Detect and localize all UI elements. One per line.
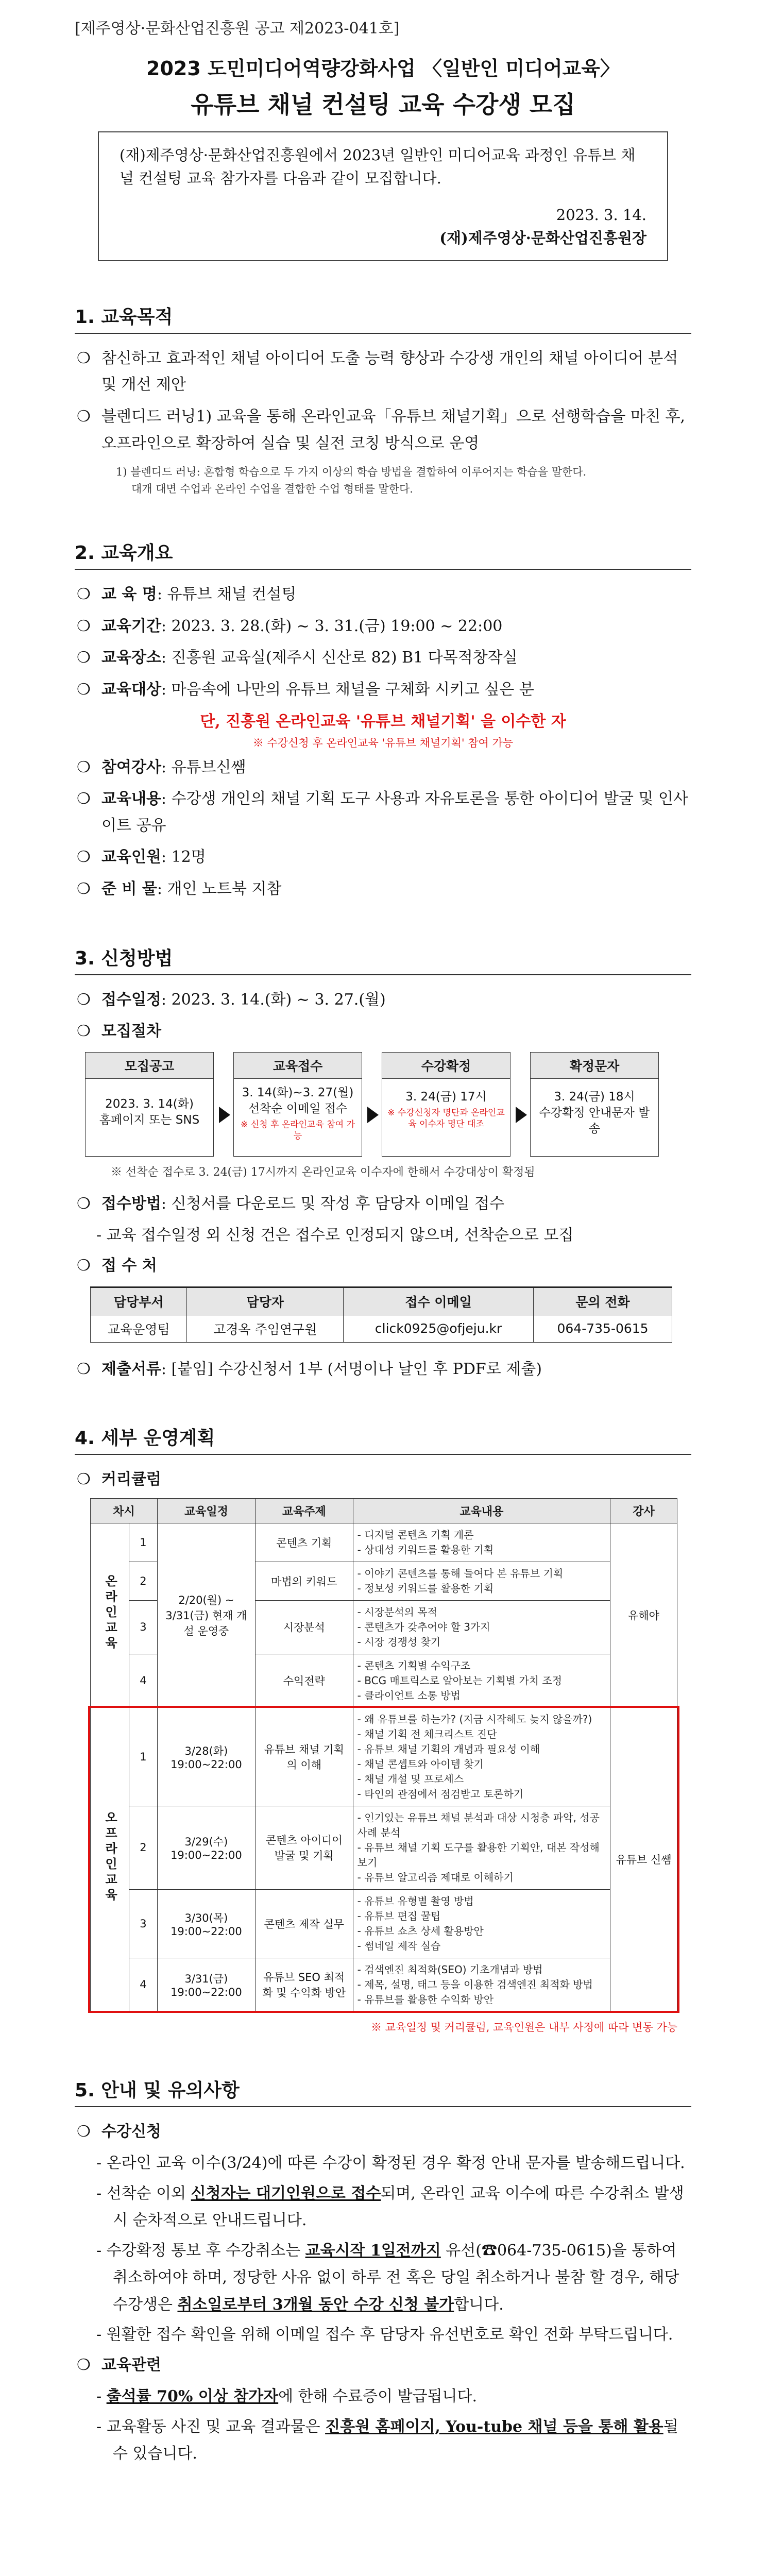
session-no: 2 (129, 1562, 157, 1600)
edu-text-2c: 될 수 있습니다. (113, 2417, 678, 2463)
purpose-item-1 (75, 345, 691, 398)
overview-value: 12명 (171, 848, 206, 867)
contact-header-row (91, 1287, 672, 1315)
content-text: 유튜브 채널 기획의 개념과 필요성 이해 (364, 1742, 540, 1755)
arrow-right-icon (510, 1076, 530, 1153)
overview-label: 참여강사 (101, 758, 161, 776)
apply-label: 수강신청 (101, 2122, 161, 2141)
dash-mark: - (357, 1978, 361, 1991)
intro-org: (재)제주영상·문화산업진흥원장 (439, 229, 646, 247)
content-line (358, 1840, 606, 1870)
circle-bullet-icon: ❍ (77, 617, 91, 635)
content-line (358, 1543, 606, 1557)
process-flow (75, 1052, 691, 1157)
dash-mark: - (357, 1772, 361, 1785)
apply-dash-3 (86, 2238, 691, 2319)
content-text: 유튜브 알고리즘 제대로 이해하기 (364, 1871, 514, 1884)
contact-department: 교육운영팀 (91, 1315, 187, 1342)
footnote (75, 464, 691, 497)
offline-instructor: 유튜브 신쌤 (610, 1707, 677, 2011)
dash-mark: - (357, 1811, 361, 1824)
dash-mark: - (357, 1757, 361, 1770)
content-text: 검색엔진 최적화(SEO) 기초개념과 방법 (364, 1963, 543, 1976)
content-line (358, 1909, 606, 1924)
topic-cell: 콘텐츠 아이디어 발굴 및 기획 (255, 1806, 353, 1889)
method-dash-item (86, 1222, 691, 1249)
topic-cell: 마법의 키워드 (255, 1562, 353, 1600)
dash-mark: - (96, 2387, 102, 2406)
apply-item (75, 2119, 691, 2145)
overview-list (75, 581, 691, 703)
dash-mark: - (357, 1659, 361, 1672)
overview-value: 개인 노트북 지참 (167, 879, 282, 898)
apply-dash-1 (86, 2150, 691, 2177)
curriculum-header-cell: 교육주제 (255, 1498, 353, 1523)
curriculum-label: 커리큘럼 (101, 1470, 161, 1489)
overview-label: 교육대상 (101, 681, 161, 699)
content-line (358, 1992, 606, 2007)
circle-bullet-icon: ❍ (77, 990, 91, 1009)
apply-text-1: 온라인 교육 이수(3/24)에 따른 수강이 확정된 경우 확정 안내 문자를 발송해드립니다. (106, 2154, 685, 2173)
title-line-1: 2023 도민미디어역량강화사업 〈일반인 미디어교육〉 (146, 57, 620, 80)
flow-step-note: ※ 수강신청자 명단과 온라인교육 이수자 명단 대조 (387, 1107, 505, 1129)
overview-item: ❍ 교육기간: 2023. 3. 28.(화) ~ 3. 31.(금) 19:00 ~ 22:00 (75, 613, 691, 640)
circle-bullet-icon: ❍ (77, 2122, 91, 2141)
edu-label: 교육관련 (101, 2355, 161, 2374)
apply-dash-4 (86, 2321, 691, 2349)
flow-step-head: 확정문자 (531, 1053, 658, 1079)
content-line (358, 1742, 606, 1757)
overview-value: 2023. 3. 28.(화) ~ 3. 31.(금) 19:00 ~ 22:00 (171, 617, 503, 635)
content-text: BCG 매트릭스로 알아보는 기획별 가치 조정 (364, 1674, 562, 1687)
overview-value: 마음속에 나만의 유튜브 채널을 구체화 시키고 싶은 분 (171, 681, 534, 699)
page-title: 유튜브 채널 컨설팅 교육 수강생 모집 (191, 91, 575, 118)
session-date: 3/29(수) 19:00~22:00 (157, 1806, 255, 1889)
curriculum-table (90, 1498, 677, 2012)
overview-list-2 (75, 754, 691, 903)
circle-bullet-icon: ❍ (77, 790, 91, 808)
content-text: 타인의 관점에서 점검받고 토론하기 (364, 1787, 524, 1800)
contact-header-cell: 문의 전화 (534, 1287, 672, 1315)
content-text: 인기있는 유튜브 채널 분석과 대상 시청층 파악, 성공사례 분석 (357, 1811, 600, 1839)
overview-label: 교육기간 (101, 617, 161, 635)
section-4-title: 4. 세부 운영계획 (75, 1423, 691, 1455)
content-line (358, 1688, 606, 1703)
curriculum-header-cell: 차시 (91, 1498, 158, 1523)
content-line (358, 1870, 606, 1885)
session-no: 4 (129, 1958, 157, 2011)
flow-step-head: 수강확정 (382, 1053, 510, 1079)
section-5-title: 5. 안내 및 유의사항 (75, 2076, 691, 2107)
method-label: 접수방법 (101, 1194, 161, 1213)
contact-header-cell: 담당부서 (91, 1287, 187, 1315)
session-date: 3/28(화) 19:00~22:00 (157, 1707, 255, 1806)
purpose-text-1: 참신하고 효과적인 채널 아이디어 도출 능력 향상과 수강생 개인의 채널 아이디어 분석 및 개선 제안 (101, 349, 678, 394)
content-text: 시장분석의 목적 (364, 1605, 437, 1618)
circle-bullet-icon: ❍ (77, 1022, 91, 1041)
edu-text-2a: 교육활동 사진 및 교육 결과물은 (106, 2417, 326, 2436)
period-label: 접수일정 (101, 990, 161, 1009)
circle-bullet-icon: ❍ (77, 681, 91, 699)
curriculum-header-cell: 교육일정 (157, 1498, 255, 1523)
topic-cell: 콘텐츠 제작 실무 (255, 1889, 353, 1958)
online-category-label: 온라인교육 (103, 1574, 117, 1652)
content-cell (353, 1958, 610, 2011)
circle-bullet-icon: ❍ (77, 407, 91, 426)
edu-text-1b: 에 한해 수료증이 발급됩니다. (278, 2387, 478, 2406)
dash-mark: - (357, 1742, 361, 1755)
dash-mark: - (357, 1567, 361, 1580)
content-text: 디지털 콘텐츠 기획 개론 (364, 1528, 474, 1541)
dash-mark: - (357, 1605, 361, 1618)
content-text: 유튜브 채널 기획 도구를 활용한 기획안, 대본 작성해보기 (357, 1841, 600, 1869)
flow-step-2 (233, 1052, 362, 1157)
dash-mark: - (357, 1924, 361, 1937)
flow-step-body (382, 1079, 510, 1156)
dash-mark: - (96, 2184, 102, 2202)
content-line (358, 1787, 606, 1802)
content-line (358, 1977, 606, 1992)
apply-text-3e: 합니다. (454, 2295, 504, 2314)
content-text: 유튜브 유형별 촬영 방법 (364, 1894, 474, 1907)
arrow-right-icon (214, 1076, 233, 1153)
dash-mark: - (96, 2241, 102, 2260)
apply-text-3c: 유선(☎064-735-0615)을 통하여 취소하여야 하며, 정당한 사유 없이 하루 전 혹은 당일 취소하거나 불참 할 경우, 해당 수강생은 (113, 2241, 679, 2314)
dash-mark: - (357, 1939, 361, 1952)
content-line (358, 1772, 606, 1787)
topic-cell: 시장분석 (255, 1600, 353, 1654)
session-no: 1 (129, 1707, 157, 1806)
content-text: 채널 기획 전 체크리스트 진단 (364, 1727, 497, 1740)
apply-text-2c: 되며, 온라인 교육 이수에 따른 수강취소 발생 시 순차적으로 안내드립니다. (113, 2184, 684, 2230)
curriculum-note: ※ 교육일정 및 커리큘럼, 교육인원은 내부 사정에 따라 변동 가능 (371, 2021, 677, 2033)
contact-table (90, 1286, 672, 1343)
edu-dash-1 (86, 2383, 691, 2411)
topic-cell: 수익전략 (255, 1654, 353, 1707)
flow-step-body (86, 1079, 213, 1156)
content-text: 콘텐츠 기획별 수익구조 (364, 1659, 471, 1672)
overview-value: 유튜브 채널 컨설팅 (167, 585, 297, 604)
content-text: 썸네일 제작 실습 (364, 1939, 441, 1952)
session-no: 3 (129, 1889, 157, 1958)
session-no: 2 (129, 1806, 157, 1889)
content-line (358, 1727, 606, 1742)
dash-mark: - (357, 1582, 361, 1595)
flow-step-3 (382, 1052, 510, 1157)
edu-item (75, 2352, 691, 2379)
apply-text-2b: 신청자는 대기인원으로 접수 (191, 2184, 381, 2202)
target-condition (75, 708, 691, 750)
content-cell (353, 1654, 610, 1707)
dash-mark: - (96, 2417, 102, 2436)
overview-item: ❍ 교육장소: 진흥원 교육실(제주시 신산로 82) B1 다목적창작실 (75, 645, 691, 671)
content-line (358, 1712, 606, 1727)
apply-text-4: 원활한 접수 확인을 위해 이메일 접수 후 담당자 유선번호로 확인 전화 부탁드립니다. (106, 2326, 673, 2344)
contact-header-cell: 접수 이메일 (344, 1287, 534, 1315)
dash-mark: - (357, 1674, 361, 1687)
method-value: 신청서를 다운로드 및 작성 후 담당자 이메일 접수 (171, 1194, 504, 1213)
content-text: 이야기 콘텐츠를 통해 들여다 본 유튜브 기획 (364, 1567, 564, 1580)
content-text: 클라이언트 소통 방법 (364, 1689, 461, 1702)
flow-step-body (531, 1079, 658, 1156)
edu-text-1a: 출석률 70% 이상 참가자 (106, 2387, 279, 2406)
content-cell (353, 1707, 610, 1806)
content-line (358, 1528, 606, 1543)
dash-mark: - (357, 1787, 361, 1800)
method-dash-text: 교육 접수일정 외 신청 건은 접수로 인정되지 않으며, 선착순으로 모집 (106, 1226, 574, 1245)
content-cell (353, 1806, 610, 1889)
session-date: 3/31(금) 19:00~22:00 (157, 1958, 255, 2011)
apply-dash-2 (86, 2180, 691, 2234)
circle-bullet-icon: ❍ (77, 848, 91, 867)
content-cell (353, 1523, 610, 1562)
content-line (358, 1581, 606, 1596)
dash-mark: - (357, 1963, 361, 1976)
content-line (358, 1924, 606, 1939)
session-no: 1 (129, 1523, 157, 1562)
topic-cell: 콘텐츠 기획 (255, 1523, 353, 1562)
contact-row (91, 1315, 672, 1342)
docs-label: 제출서류 (101, 1360, 161, 1378)
overview-item: ❍ 교육인원: 12명 (75, 844, 691, 871)
content-text: 왜 유튜브를 하는가? (지금 시작해도 늦지 않을까?) (364, 1713, 592, 1725)
docs-item: ❍ 제출서류: [붙임] 수강신청서 1부 (서명이나 날인 후 PDF로 제출) (75, 1356, 691, 1383)
content-text: 제목, 설명, 태그 등을 이용한 검색엔진 최적화 방법 (364, 1978, 593, 1991)
contact-label: 접 수 처 (101, 1256, 157, 1275)
flow-step-head: 모집공고 (86, 1053, 213, 1079)
notice-number: [제주영상·문화산업진흥원 공고 제2023-041호] (75, 20, 400, 38)
edu-text-2b: 진흥원 홈페이지, You-tube 채널 등을 통해 활용 (325, 2417, 663, 2436)
dash-mark: - (96, 2326, 102, 2344)
content-line (358, 1566, 606, 1581)
session-no: 3 (129, 1600, 157, 1654)
dash-mark: - (357, 1727, 361, 1740)
content-line (358, 1673, 606, 1688)
session-date: 3/30(목) 19:00~22:00 (157, 1889, 255, 1958)
circle-bullet-icon: ❍ (77, 1360, 91, 1378)
overview-label: 교육내용 (101, 790, 161, 808)
arrow-right-icon (362, 1076, 382, 1153)
dash-mark: - (357, 1993, 361, 2006)
content-line (358, 1939, 606, 1954)
content-line (358, 1757, 606, 1772)
apply-text-2a: 선착순 이외 (106, 2184, 191, 2202)
intro-text: (재)제주영상·문화산업진흥원에서 2023년 일반인 미디어교육 과정인 유튜브 채널 컨설팅 교육 참가자를 다음과 같이 모집합니다. (120, 146, 636, 187)
purpose-text-2: 블렌디드 러닝1) 교육을 통해 온라인교육「유튜브 채널기획」으로 선행학습을 마친 후, 오프라인으로 확장하여 실습 및 실전 코칭 방식으로 운영 (101, 407, 685, 452)
flow-step-body (234, 1079, 362, 1156)
dash-mark: - (357, 1894, 361, 1907)
dash-mark: - (357, 1543, 361, 1556)
section-1-title: 1. 교육목적 (75, 302, 691, 334)
content-line (358, 1894, 606, 1909)
overview-value: 진흥원 교육실(제주시 신산로 82) B1 다목적창작실 (171, 649, 518, 667)
flow-step-date: 3. 14(화)~3. 27(월) (242, 1086, 354, 1099)
content-line (358, 1658, 606, 1673)
dash-mark: - (357, 1620, 361, 1633)
period-value: 2023. 3. 14.(화) ~ 3. 27.(월) (171, 990, 386, 1009)
overview-item: ❍ 교 육 명: 유튜브 채널 컨설팅 (75, 581, 691, 608)
content-cell (353, 1562, 610, 1600)
session-no: 4 (129, 1654, 157, 1707)
overview-label: 교 육 명 (101, 585, 157, 604)
footnote-line-2: 대개 대면 수업과 온라인 수업을 결합한 수업 형태를 말한다. (131, 482, 413, 495)
online-category (91, 1523, 129, 1707)
content-text: 유튜브 쇼츠 상세 활용방안 (364, 1924, 484, 1937)
flow-step-4 (530, 1052, 659, 1157)
contact-header-cell: 담당자 (187, 1287, 344, 1315)
curriculum-header-cell: 교육내용 (353, 1498, 610, 1523)
content-text: 정보성 키워드를 활용한 기획 (364, 1582, 494, 1595)
flow-step-date: 2023. 3. 14(화) (105, 1097, 194, 1111)
section-2-title: 2. 교육개요 (75, 538, 691, 570)
content-line (358, 1810, 606, 1840)
overview-item: ❍ 교육내용: 수강생 개인의 채널 기획 도구 사용과 자유토론을 통한 아이디어 발굴 및 인사이트 공유 (75, 786, 691, 839)
footnote-line-1: 1) 블렌디드 러닝: 혼합형 학습으로 두 가지 이상의 학습 방법을 결합하여 이루어지는 학습을 말한다. (116, 466, 587, 479)
dash-mark: - (96, 2154, 102, 2173)
curriculum-row (91, 1889, 677, 1958)
contact-email[interactable]: click0925@ofjeju.kr (344, 1315, 534, 1342)
curriculum-row (91, 1707, 677, 1806)
content-text: 채널 콘셉트와 아이템 찾기 (364, 1757, 484, 1770)
dash-mark: - (357, 1635, 361, 1648)
apply-text-3a: 수강확정 통보 후 수강취소는 (106, 2241, 305, 2260)
dash-mark: - (357, 1841, 361, 1854)
contact-person: 고경옥 주임연구원 (187, 1315, 344, 1342)
content-text: 시장 경쟁성 찾기 (364, 1635, 441, 1648)
circle-bullet-icon: ❍ (77, 879, 91, 898)
content-cell (353, 1889, 610, 1958)
process-label: 모집절차 (101, 1022, 161, 1041)
flow-step-desc: 홈페이지 또는 SNS (99, 1113, 200, 1127)
contact-item (75, 1252, 691, 1279)
content-text: 콘텐츠가 갖추어야 할 3가지 (364, 1620, 490, 1633)
overview-item: ❍ 참여강사: 유튜브신쌤 (75, 754, 691, 781)
contact-phone: 064-735-0615 (534, 1315, 672, 1342)
content-cell (353, 1600, 610, 1654)
curriculum-header-row (91, 1498, 677, 1523)
offline-category-label: 오프라인교육 (103, 1811, 117, 1904)
flow-step-desc: 수강확정 안내문자 발송 (539, 1106, 650, 1136)
content-text: 상대성 키워드를 활용한 기획 (364, 1543, 494, 1556)
docs-value: [붙임] 수강신청서 1부 (서명이나 날인 후 PDF로 제출) (171, 1360, 542, 1378)
content-text: 유튜브를 활용한 수익화 방안 (364, 1993, 494, 2006)
flow-step-note: ※ 신청 후 온라인교육 참여 가능 (241, 1119, 355, 1141)
intro-box (98, 131, 668, 261)
dash-mark: - (96, 1226, 102, 1245)
content-line (358, 1962, 606, 1977)
target-condition-red: 단, 진흥원 온라인교육 '유튜브 채널기획' 을 이수한 자 (200, 712, 566, 731)
curriculum-row (91, 1958, 677, 2011)
circle-bullet-icon: ❍ (77, 1194, 91, 1213)
circle-bullet-icon: ❍ (77, 1256, 91, 1275)
method-item: ❍ 접수방법: 신청서를 다운로드 및 작성 후 담당자 이메일 접수 (75, 1191, 691, 1217)
overview-item: ❍ 교육대상: 마음속에 나만의 유튜브 채널을 구체화 시키고 싶은 분 (75, 676, 691, 703)
dash-mark: - (357, 1689, 361, 1702)
topic-cell: 유튜브 SEO 최적화 및 수익화 방안 (255, 1958, 353, 2011)
circle-bullet-icon: ❍ (77, 585, 91, 604)
curriculum-item (75, 1466, 691, 1493)
curriculum-row (91, 1806, 677, 1889)
content-text: 유튜브 편집 꿀팁 (364, 1909, 441, 1922)
edu-dash-2 (86, 2414, 691, 2468)
overview-item: ❍ 준 비 물: 개인 노트북 지참 (75, 876, 691, 903)
section-3-title: 3. 신청방법 (75, 944, 691, 975)
dash-mark: - (357, 1528, 361, 1541)
topic-cell: 유튜브 채널 기획의 이해 (255, 1707, 353, 1806)
curriculum-row (91, 1523, 677, 1562)
overview-label: 교육인원 (101, 848, 161, 867)
online-instructor: 유해야 (610, 1523, 677, 1707)
dash-mark: - (357, 1713, 361, 1725)
online-schedule: 2/20(월) ~ 3/31(금) 현재 개설 운영중 (157, 1523, 255, 1707)
dash-mark: - (357, 1909, 361, 1922)
content-text: 채널 개설 및 프로세스 (364, 1772, 464, 1785)
flow-step-1 (85, 1052, 214, 1157)
flow-step-desc: 선착순 이메일 접수 (248, 1101, 348, 1115)
circle-bullet-icon: ❍ (77, 2355, 91, 2374)
circle-bullet-icon: ❍ (77, 1470, 91, 1489)
circle-bullet-icon: ❍ (77, 349, 91, 367)
overview-label: 교육장소 (101, 649, 161, 667)
apply-text-3b: 교육시작 1일전까지 (305, 2241, 441, 2260)
period-item: ❍ 접수일정: 2023. 3. 14.(화) ~ 3. 27.(월) (75, 987, 691, 1013)
intro-date: 2023. 3. 14. (556, 206, 646, 224)
circle-bullet-icon: ❍ (77, 758, 91, 776)
curriculum-header-cell: 강사 (610, 1498, 677, 1523)
offline-category (91, 1707, 129, 2011)
overview-value: 유튜브신쌤 (171, 758, 246, 776)
overview-value: 수강생 개인의 채널 기획 도구 사용과 자유토론을 통한 아이디어 발굴 및 인사이트 공유 (101, 790, 688, 835)
purpose-item-2 (75, 403, 691, 456)
dash-mark: - (357, 1871, 361, 1884)
overview-label: 준 비 물 (101, 879, 157, 898)
circle-bullet-icon: ❍ (77, 649, 91, 667)
target-note: ※ 수강신청 후 온라인교육 '유튜브 채널기획' 참여 가능 (252, 736, 514, 749)
content-line (358, 1605, 606, 1620)
content-line (358, 1620, 606, 1635)
content-line (358, 1635, 606, 1650)
process-item (75, 1018, 691, 1045)
apply-text-3d: 취소일로부터 3개월 동안 수강 신청 불가 (177, 2295, 454, 2314)
curriculum-wrap (90, 1498, 677, 2012)
flow-step-date: 3. 24(금) 17시 (405, 1090, 487, 1104)
flow-step-head: 교육접수 (234, 1053, 362, 1079)
flow-note: ※ 선착순 접수로 3. 24(금) 17시까지 온라인교육 이수자에 한해서 수강대상이 확정됨 (111, 1165, 535, 1179)
flow-step-date: 3. 24(금) 18시 (554, 1090, 635, 1104)
